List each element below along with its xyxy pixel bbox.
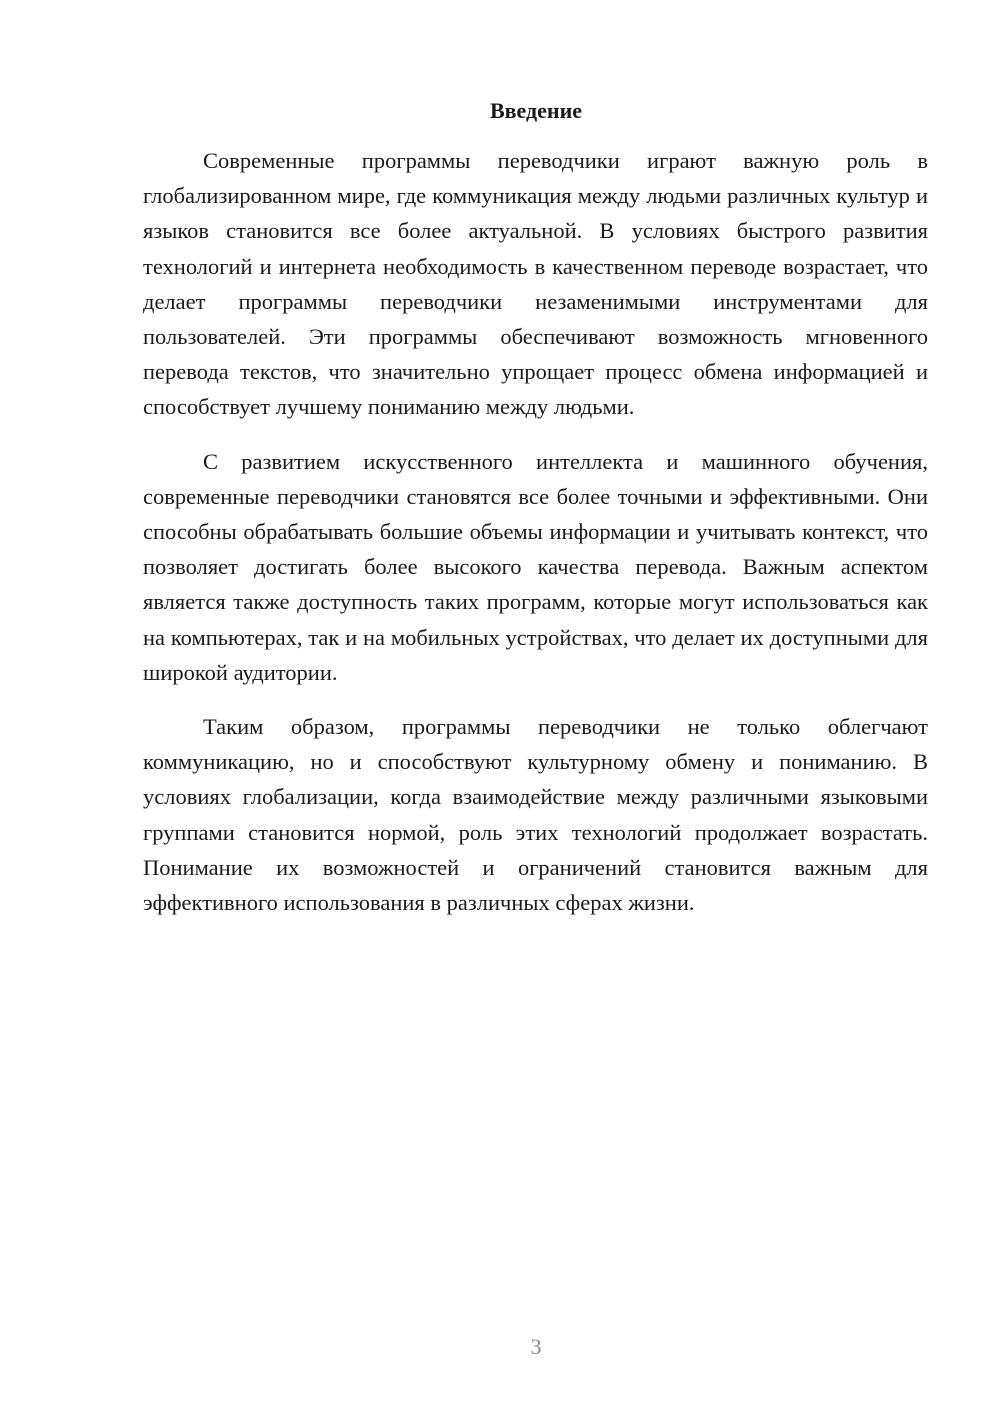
page-number: 3 [530,1334,542,1359]
paragraph-1: Современные программы переводчики играют важную роль в глобализированном мире, где коммуникация между людьми различных культур и языков становится все более актуальной. В условиях быстрого развития технологий и интернета необходимость в качественном переводе возрастает, что делает программы переводчики незаменимыми инструментами для пользователей. Эти программы обеспечивают возможность мгновенного перевода текстов, что значительно упрощает процесс обмена информацией и способствует лучшему пониманию между людьми. [143,148,928,420]
paragraph-2: С развитием искусственного интеллекта и машинного обучения, современные переводчики становятся все более точными и эффективными. Они способны обрабатывать большие объемы информации и учитывать контекст, что позволяет достигать более высокого качества перевода. Важным аспектом является также доступность таких программ, которые могут использоваться как на компьютерах, так и на мобильных устройствах, что делает их доступными для широкой аудитории. [143,448,928,685]
body-text [143,143,928,939]
paragraph-3: Таким образом, программы переводчики не только облегчают коммуникацию, но и способствуют культурному обмену и пониманию. В условиях глобализации, когда взаимодействие между различными языковыми группами становится нормой, роль этих технологий продолжает возрастать. Понимание их возможностей и ограничений становится важным для эффективного использования в различных сферах жизни. [143,714,928,916]
section-heading: Введение [489,98,583,123]
